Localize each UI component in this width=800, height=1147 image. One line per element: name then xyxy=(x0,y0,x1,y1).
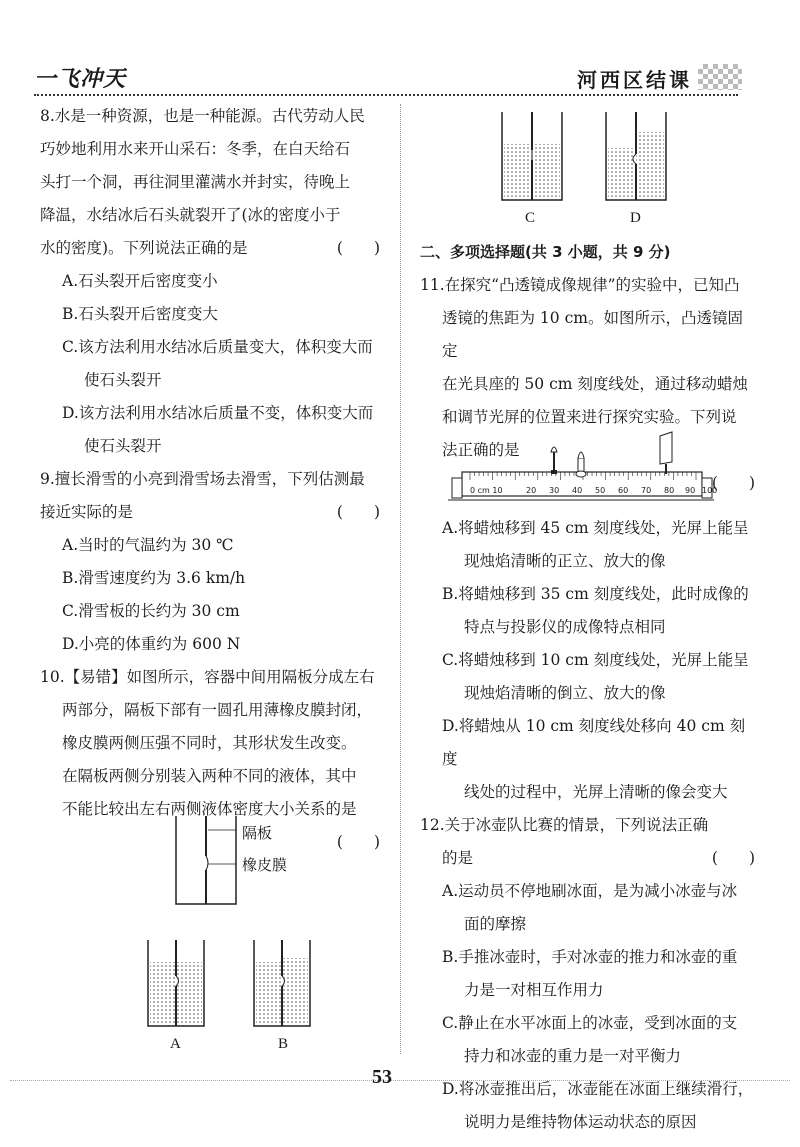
q9-option-b: B.滑雪速度约为 3.6 km/h xyxy=(62,569,246,587)
q12-stem-text: 的是 xyxy=(442,849,474,867)
q11-option-d-cont: 线处的过程中，光屏上清晰的像会变大 xyxy=(464,783,728,801)
answer-paren: ( ) xyxy=(711,849,755,867)
q11-option-c: C.将蜡烛移到 10 cm 刻度线处，光屏上能呈 xyxy=(442,651,749,669)
ruler-label: 0 cm 10 xyxy=(470,486,503,495)
q8-option-d: D.该方法利用水结冰后质量不变，体积变大而 xyxy=(62,404,374,422)
q10-stem-line: 10.【易错】如图所示，容器中间用隔板分成左右 xyxy=(40,668,375,686)
q8-option-d-cont: 使石头裂开 xyxy=(84,437,162,455)
q9-stem-line xyxy=(40,496,380,529)
q11-option-c-cont: 现烛焰清晰的倒立、放大的像 xyxy=(464,684,666,702)
q12-option-a: A.运动员不停地刷冰面，是为减小冰壶与冰 xyxy=(442,882,738,900)
q12-stem-line: 12.关于冰壶队比赛的情景，下列说法正确 xyxy=(420,816,709,834)
q9-option-a: A.当时的气温约为 30 ℃ xyxy=(62,536,234,554)
membrane-label: 橡皮膜 xyxy=(242,858,288,874)
answer-paren: ( ) xyxy=(711,474,755,492)
ruler-label: 100 xyxy=(702,486,718,495)
q12-option-d-cont: 说明力是维持物体运动状态的原因 xyxy=(464,1113,697,1131)
question-8 xyxy=(40,100,380,463)
question-9 xyxy=(40,463,380,661)
q12-option-b-cont: 力是一对相互作用力 xyxy=(464,981,604,999)
figure-label-c: C xyxy=(525,210,536,226)
q11-option-a: A.将蜡烛移到 45 cm 刻度线处，光屏上能呈 xyxy=(442,519,749,537)
figure-label-b: B xyxy=(278,1036,289,1052)
q12-option-c-cont: 持力和冰壶的重力是一对平衡力 xyxy=(464,1047,682,1065)
q12-option-b: B.手推冰壶时，手对冰壶的推力和冰壶的重 xyxy=(442,948,738,966)
q11-option-b: B.将蜡烛移到 35 cm 刻度线处，此时成像的 xyxy=(442,585,749,603)
q8-option-b: B.石头裂开后密度变大 xyxy=(62,305,218,323)
left-column xyxy=(40,100,380,859)
q8-stem-line: 头打一个洞，再往洞里灌满水并封实，待晚上 xyxy=(40,173,351,191)
q11-option-d: D.将蜡烛从 10 cm 刻度线处移向 40 cm 刻度 xyxy=(442,717,746,768)
ruler-label: 40 xyxy=(572,486,583,495)
course-title: 河西区结课 xyxy=(577,68,692,92)
q8-stem-text: 水的密度)。下列说法正确的是 xyxy=(40,239,248,257)
answer-paren: ( ) xyxy=(336,833,380,851)
q12-option-d: D.将冰壶推出后，冰壶能在冰面上继续滑行， xyxy=(442,1080,754,1098)
q12-option-c: C.静止在水平冰面上的冰壶，受到冰面的支 xyxy=(442,1014,738,1032)
q11-stem-line: 法正确的是 xyxy=(442,441,520,459)
ruler-label: 20 xyxy=(526,486,537,495)
page-number: 53 xyxy=(372,1066,392,1088)
right-column-lower xyxy=(420,512,755,1139)
q8-option-a: A.石头裂开后密度变小 xyxy=(62,272,218,290)
beaker-d-figure xyxy=(598,106,678,206)
q8-stem-line xyxy=(40,232,380,265)
q9-option-c: C.滑雪板的长约为 30 cm xyxy=(62,602,240,620)
q12-option-a-cont: 面的摩擦 xyxy=(464,915,527,933)
q10-stem-line: 橡皮膜两侧压强不同时，其形状发生改变。 xyxy=(62,734,357,752)
q9-stem-text: 接近实际的是 xyxy=(40,503,134,521)
q9-stem-line: 9.擅长滑雪的小亮到滑雪场去滑雪，下列估测最 xyxy=(40,470,365,488)
ruler-label: 70 xyxy=(641,486,652,495)
q10-stem-line: 两部分，隔板下部有一圆孔用薄橡皮膜封闭， xyxy=(62,701,373,719)
ruler-label: 80 xyxy=(664,486,675,495)
answer-paren: ( ) xyxy=(336,239,380,257)
q12-stem-line xyxy=(420,842,755,875)
q10-stem-line: 在隔板两侧分别装入两种不同的液体，其中 xyxy=(62,767,357,785)
beaker-c-figure xyxy=(494,106,574,206)
column-divider xyxy=(400,104,401,1054)
question-12 xyxy=(420,809,755,1139)
figure-label-a: A xyxy=(170,1036,181,1052)
footer-rule xyxy=(10,1080,790,1081)
beaker-b-figure xyxy=(246,936,316,1032)
figure-label-d: D xyxy=(630,210,641,226)
section-heading: 二、多项选择题(共 3 小题，共 9 分) xyxy=(420,243,671,261)
beaker-a-figure xyxy=(140,936,210,1032)
answer-paren: ( ) xyxy=(336,503,380,521)
header-rule xyxy=(34,94,738,96)
q8-option-c: C.该方法利用水结冰后质量变大，体积变大而 xyxy=(62,338,373,356)
q9-option-d: D.小亮的体重约为 600 N xyxy=(62,635,241,653)
ruler-label: 30 xyxy=(549,486,560,495)
q11-option-b-cont: 特点与投影仪的成像特点相同 xyxy=(464,618,666,636)
q8-option-c-cont: 使石头裂开 xyxy=(84,371,162,389)
q11-option-a-cont: 现烛焰清晰的正立、放大的像 xyxy=(464,552,666,570)
ruler-label: 90 xyxy=(685,486,696,495)
q8-stem-line: 降温，水结冰后石头就裂开了(冰的密度小于 xyxy=(40,206,341,224)
ruler-label: 60 xyxy=(618,486,629,495)
page-header xyxy=(0,58,800,102)
checker-decoration xyxy=(698,64,742,90)
ruler-labels xyxy=(470,486,718,500)
partition-label: 隔板 xyxy=(242,826,273,842)
q11-stem-line: 11.在探究“凸透镜成像规律”的实验中，已知凸 xyxy=(420,276,740,294)
q8-stem-line: 8.水是一种资源，也是一种能源。古代劳动人民 xyxy=(40,107,365,125)
q11-stem-line: 透镜的焦距为 10 cm。如图所示，凸透镜固定 xyxy=(442,309,743,360)
q11-stem-line: 在光具座的 50 cm 刻度线处，通过移动蜡烛 xyxy=(442,375,748,393)
brand-title: 一飞冲天 xyxy=(34,67,127,92)
ruler-label: 50 xyxy=(595,486,606,495)
q10-stem-line: 不能比较出左右两侧液体密度大小关系的是 xyxy=(62,800,357,818)
q8-stem-line: 巧妙地利用水来开山采石：冬季，在白天给石 xyxy=(40,140,351,158)
q11-stem-line: 和调节光屏的位置来进行探究实验。下列说 xyxy=(442,408,737,426)
